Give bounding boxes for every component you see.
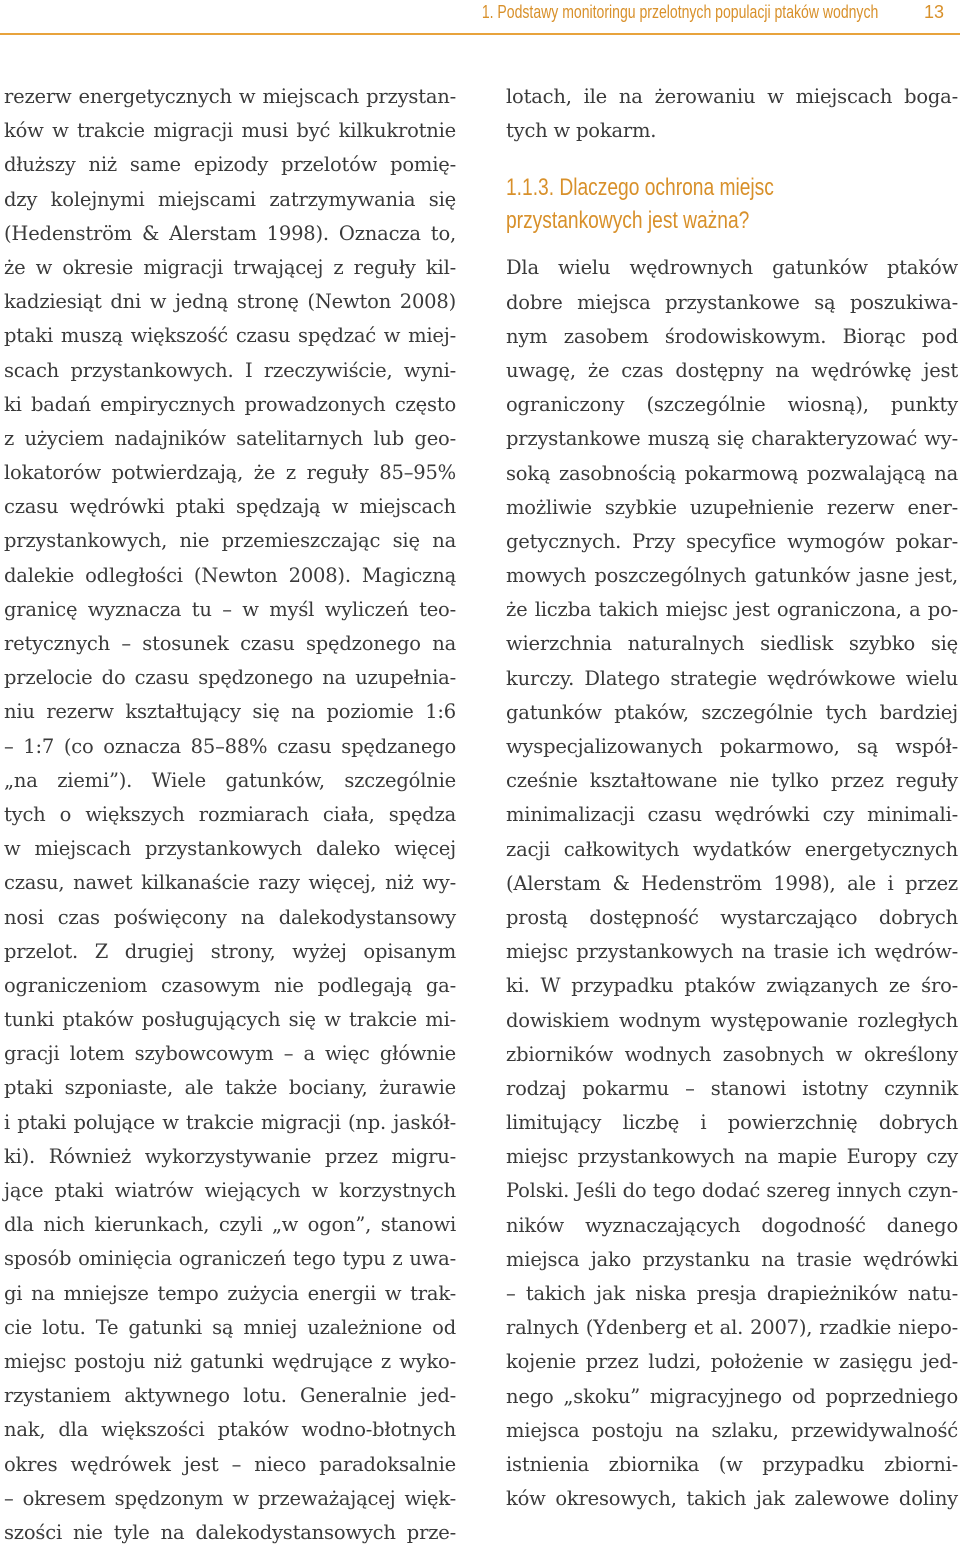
text-line: Dla wielu wędrownych gatunków ptaków (506, 256, 958, 280)
text-line: ki. W przypadku ptaków związanych ze śro- (506, 974, 958, 998)
text-line: dzy kolejnymi miejscami zatrzymywania się (4, 187, 456, 211)
header-rule (0, 33, 960, 35)
text-line: nego „skoku” migracyjnego od poprzedniego (506, 1384, 958, 1408)
text-line: wyspecjalizowanych pokarmowo, są współ- (506, 735, 958, 758)
text-line: że liczba takich miejsc jest ograniczona, a po- (506, 598, 958, 622)
text-line: kadziesiąt dni w jedną stronę (Newton 2008) (4, 290, 456, 314)
text-line: okres wędrówek jest – nieco paradoksalnie (4, 1452, 456, 1476)
text-line: z użyciem nadajników satelitarnych lub geo- (4, 426, 456, 450)
heading-line: przystankowych jest ważna? (506, 207, 750, 235)
text-line: czasu wędrówki ptaki spędzają w miejscach (4, 495, 456, 519)
text-line: wierzchnia naturalnych siedlisk szybko się (506, 632, 958, 656)
text-line: uwagę, że czas dostępny na wędrówkę jest (506, 358, 958, 382)
text-line: scach przystankowych. I rzeczywiście, wyni- (4, 358, 456, 382)
left-column (4, 80, 456, 1550)
text-line: nak, dla większości ptaków wodno-błotnych (4, 1418, 456, 1442)
text-line: rodzaj pokarmu – stanowi istotny czynnik (506, 1076, 958, 1100)
text-line: – okresem spędzonym w przeważającej więk- (4, 1486, 456, 1510)
text-line: gi na mniejsze tempo zużycia energii w trak- (4, 1281, 456, 1305)
heading-gap (506, 237, 958, 251)
text-line: że w okresie migracji trwającej z reguły kil- (4, 255, 456, 279)
text-line: (Hedenström & Alerstam 1998). Oznacza to, (4, 221, 456, 245)
text-line: ograniczeniom czasowym nie podlegają ga- (4, 973, 456, 997)
text-line: ralnych (Ydenberg et al. 2007), rzadkie niepo- (506, 1316, 958, 1340)
text-line: lotach, ile na żerowaniu w miejscach boga- (506, 85, 958, 108)
text-line: Polski. Jeśli do tego dodać szereg innych czyn- (506, 1179, 958, 1203)
text-line: cie lotu. Te gatunki są mniej uzależnione od (4, 1315, 456, 1339)
text-line: ki badań empirycznych prowadzonych często (4, 392, 456, 416)
right-column (506, 80, 958, 1516)
text-line: tych o większych rozmiarach ciała, spędza (4, 802, 456, 826)
text-line: ptaki muszą większość czasu spędzać w miej- (4, 324, 456, 348)
running-title: 1. Podstawy monitoringu przelotnych populacji ptaków wodnych (481, 2, 878, 22)
text-line: getycznych. Przy specyfice wymogów pokar- (506, 529, 958, 553)
section-heading (506, 171, 958, 237)
text-line: miejsc postoju niż gatunki wędrujące z wyko- (4, 1349, 456, 1373)
text-line: dla nich kierunkach, czyli „w ogon”, stanowi (4, 1213, 456, 1237)
text-line: – 1:7 (co oznacza 85–88% czasu spędzanego (4, 734, 456, 758)
text-line: istnienia zbiornika (w przypadku zbiorni- (506, 1452, 958, 1476)
text-line: ków okresowych, takich jak zalewowe doliny (506, 1487, 958, 1511)
heading-line: 1.1.3. Dlaczego ochrona miejsc (506, 174, 774, 202)
text-line: szości nie tyle na dalekodystansowych prze- (4, 1520, 456, 1544)
text-line: kurczy. Dlatego strategie wędrówkowe wielu (506, 666, 958, 690)
text-line: możliwie szybkie uzupełnienie rezerw ener- (506, 495, 958, 519)
text-line: „na ziemi”). Wiele gatunków, szczególnie (4, 768, 456, 792)
text-line: gatunków ptaków, szczególnie tych bardziej (506, 700, 958, 724)
text-line: dobre miejsca przystankowe są poszukiwa- (506, 290, 958, 314)
text-line: limitujący liczbę i powierzchnię dobrych (506, 1111, 958, 1135)
text-line: – takich jak niska presja drapieżników natu- (506, 1282, 958, 1305)
text-line: rezerw energetycznych w miejscach przystan- (4, 85, 456, 108)
page-header (0, 0, 960, 36)
text-line: zacji całkowitych wydatków energetycznych (506, 837, 958, 861)
text-line: tych w pokarm. (506, 119, 657, 143)
text-line: przelot. Z drugiej strony, wyżej opisanym (4, 939, 456, 963)
text-line: ptaki szponiaste, ale także bociany, żurawie (4, 1076, 456, 1100)
section-gap (506, 148, 958, 171)
text-line: dalekie odległości (Newton 2008). Magiczną (4, 563, 456, 587)
text-line: ograniczony (szczególnie wiosną), punkty (506, 393, 958, 417)
text-line: czasu, nawet kilkanaście razy więcej, niż wy- (4, 871, 456, 895)
text-line: retycznych – stosunek czasu spędzonego na (4, 632, 456, 655)
right-body-paragraph (506, 251, 958, 1516)
text-line: i ptaki polujące w trakcie migracji (np. jaskół- (4, 1110, 456, 1134)
text-line: przystankowe muszą się charakteryzować wy- (506, 427, 958, 451)
text-line: nym zasobem środowiskowym. Biorąc pod (506, 324, 958, 348)
text-line: gracji lotem szybowcowym – a więc głównie (4, 1042, 456, 1066)
text-line: granicę wyznacza tu – w myśl wyliczeń teo- (4, 597, 456, 621)
page-number: 13 (923, 2, 944, 22)
text-line: niu rezerw kształtujący się na poziomie 1:6 (4, 700, 456, 724)
text-line: miejsc przystankowych na mapie Europy czy (506, 1145, 958, 1169)
text-line: dowiskiem wodnym występowanie rozległych (506, 1008, 958, 1032)
text-line: minimalizacji czasu wędrówki czy minimali- (506, 803, 958, 827)
text-line: ki). Również wykorzystywanie przez migru- (4, 1144, 456, 1168)
text-line: przelocie do czasu spędzonego na uzupełnia- (4, 666, 456, 690)
text-line: miejsc przystankowych na trasie ich wędrów- (506, 940, 958, 964)
text-line: jące ptaki wiatrów wiejących w korzystnych (4, 1179, 456, 1202)
text-line: cześnie kształtowane nie tylko przez reguły (506, 769, 958, 793)
text-line: mowych poszczególnych gatunków jasne jest, (506, 564, 958, 588)
text-line: przystankowych, nie przemieszczając się na (4, 529, 456, 553)
text-line: w miejscach przystankowych daleko więcej (4, 837, 456, 861)
text-line: soką zasobnością pokarmową pozwalającą na (506, 461, 958, 485)
text-line: (Alerstam & Hedenström 1998), ale i przez (506, 871, 958, 895)
text-line: dłuższy niż same epizody przelotów pomię- (4, 153, 456, 177)
text-line: rzystaniem aktywnego lotu. Generalnie jed- (4, 1384, 456, 1408)
text-line: sposób ominięcia ograniczeń tego typu z uwa- (4, 1247, 456, 1271)
text-line: zbiorników wodnych zasobnych w określony (506, 1042, 958, 1066)
text-line: miejsca jako przystanku na trasie wędrówki (506, 1247, 958, 1271)
text-line: prostą dostępność wystarczająco dobrych (506, 905, 958, 929)
text-line: lokatorów potwierdzają, że z reguły 85–95% (4, 461, 456, 485)
right-intro-paragraph (506, 80, 958, 148)
text-line: miejsca postoju na szlaku, przewidywalność (506, 1418, 958, 1442)
text-line: kojenie przez ludzi, położenie w zasięgu jed- (506, 1350, 958, 1374)
text-line: ników wyznaczających dogodność danego (506, 1213, 958, 1237)
text-line: tunki ptaków posługujących się w trakcie mi- (4, 1008, 456, 1032)
text-line: nosi czas poświęcony na dalekodystansowy (4, 905, 456, 929)
text-line: ków w trakcie migracji musi być kilkukrotnie (4, 119, 456, 143)
